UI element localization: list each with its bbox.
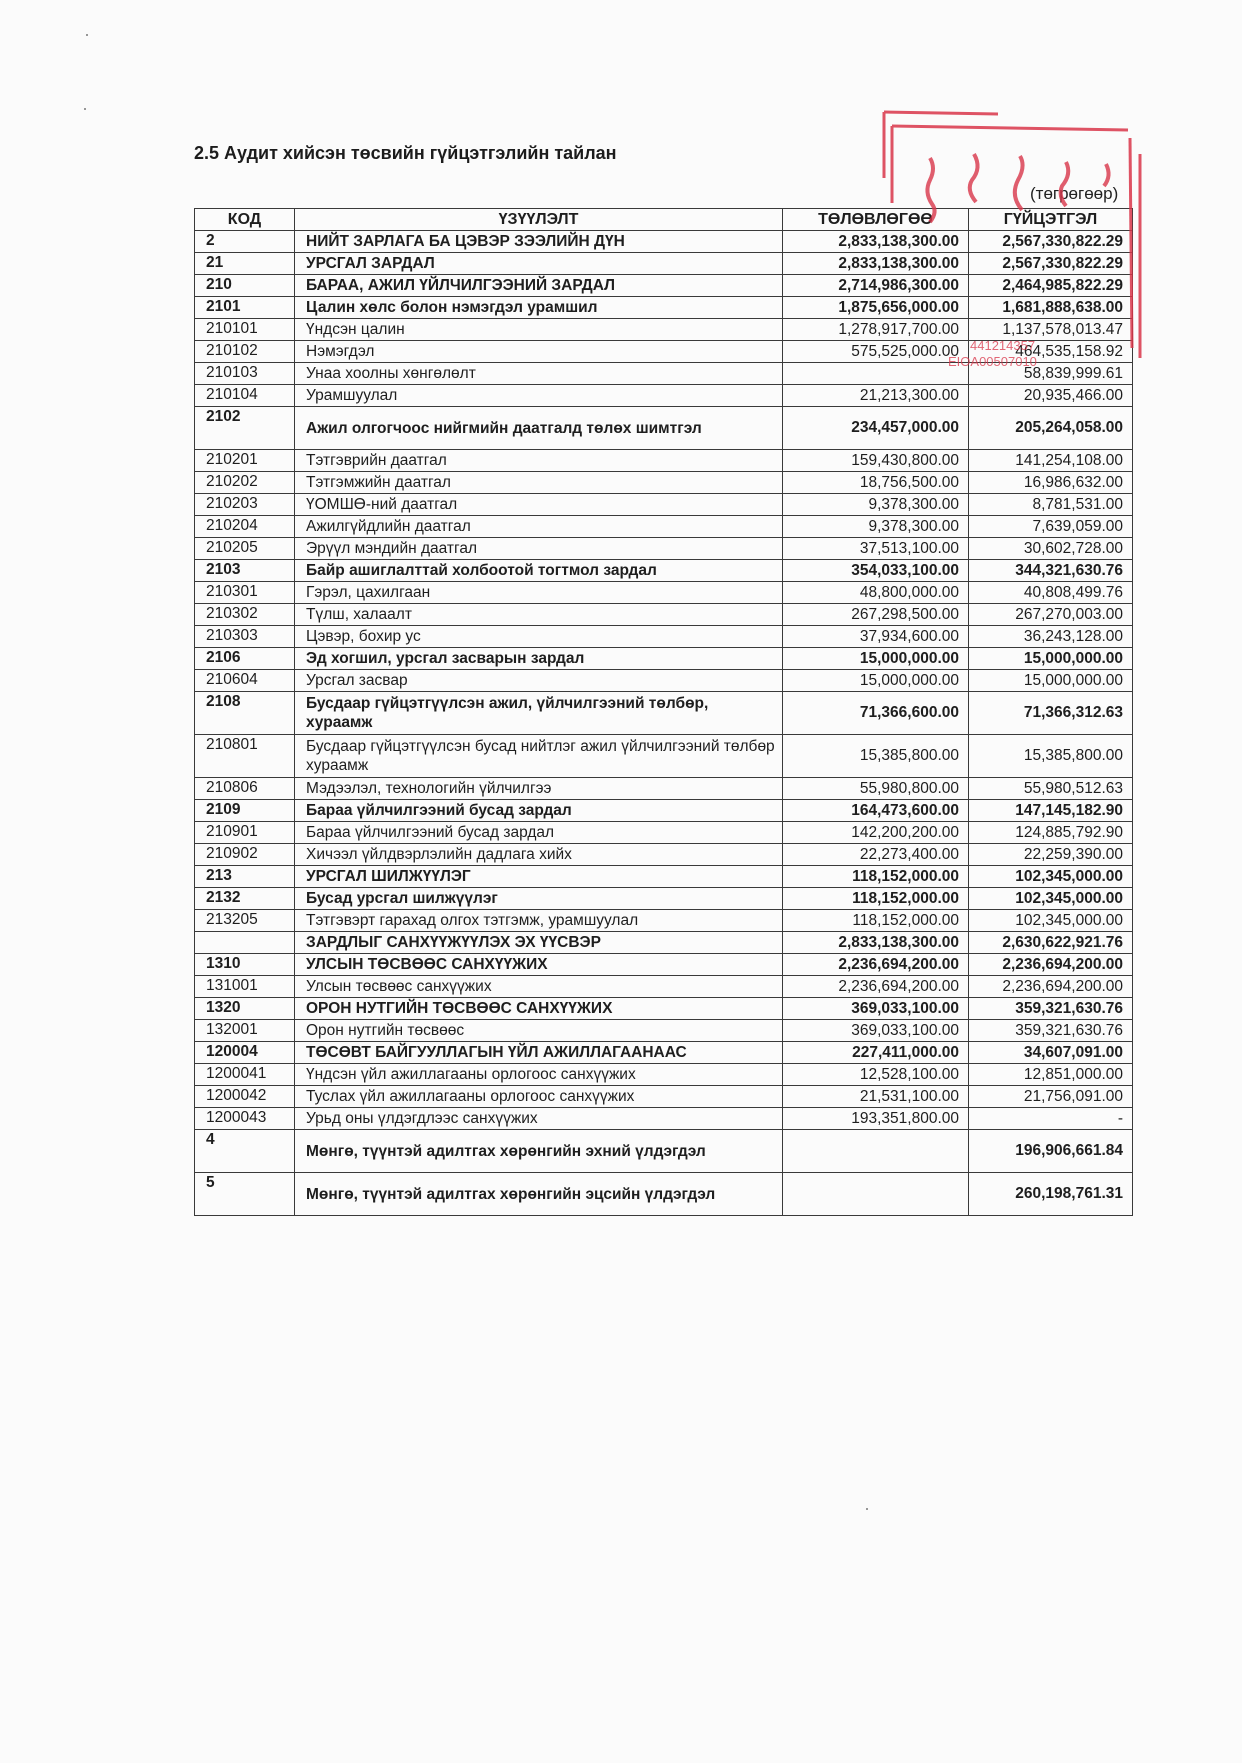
row-code: 2106 (195, 648, 295, 670)
row-plan-value (783, 1130, 969, 1173)
row-indicator: Тэтгэмжийн даатгал (295, 472, 783, 494)
row-actual-value: 15,000,000.00 (969, 648, 1133, 670)
row-plan-value: 575,525,000.00 (783, 341, 969, 363)
row-code: 210103 (195, 363, 295, 385)
table-row (195, 1064, 1133, 1086)
row-plan-value: 1,875,656,000.00 (783, 297, 969, 319)
table-row (195, 275, 1133, 297)
row-plan-value: 369,033,100.00 (783, 1020, 969, 1042)
row-code: 2108 (195, 692, 295, 735)
row-indicator: Ажил олгогчоос нийгмийн даатгалд төлөх шимтгэл (295, 407, 783, 450)
header-indicator: ҮЗҮҮЛЭЛТ (295, 209, 783, 231)
table-row (195, 888, 1133, 910)
row-code: 1320 (195, 998, 295, 1020)
table-row (195, 1020, 1133, 1042)
row-code: 210101 (195, 319, 295, 341)
row-actual-value: 1,681,888,638.00 (969, 297, 1133, 319)
row-actual-value: 359,321,630.76 (969, 1020, 1133, 1042)
row-plan-value: 48,800,000.00 (783, 582, 969, 604)
row-indicator: Ажилгүйдлийн даатгал (295, 516, 783, 538)
scan-speck (86, 34, 88, 36)
table-row (195, 538, 1133, 560)
row-actual-value: 8,781,531.00 (969, 494, 1133, 516)
row-actual-value: 124,885,792.90 (969, 822, 1133, 844)
table-row (195, 472, 1133, 494)
row-code: 210302 (195, 604, 295, 626)
row-indicator: ОРОН НУТГИЙН ТӨСВӨӨС САНХҮҮЖИХ (295, 998, 783, 1020)
row-plan-value: 164,473,600.00 (783, 800, 969, 822)
row-plan-value: 9,378,300.00 (783, 516, 969, 538)
row-actual-value: 21,756,091.00 (969, 1086, 1133, 1108)
row-actual-value: 55,980,512.63 (969, 778, 1133, 800)
header-code: КОД (195, 209, 295, 231)
row-plan-value: 9,378,300.00 (783, 494, 969, 516)
row-actual-value: 102,345,000.00 (969, 910, 1133, 932)
row-code: 210203 (195, 494, 295, 516)
row-plan-value (783, 1173, 969, 1216)
row-plan-value: 2,833,138,300.00 (783, 932, 969, 954)
table-row (195, 735, 1133, 778)
row-actual-value: 2,567,330,822.29 (969, 231, 1133, 253)
row-code: 213 (195, 866, 295, 888)
table-row (195, 778, 1133, 800)
row-indicator: ҮОМШӨ-ний даатгал (295, 494, 783, 516)
row-indicator: УЛСЫН ТӨСВӨӨС САНХҮҮЖИХ (295, 954, 783, 976)
row-actual-value: 1,137,578,013.47 (969, 319, 1133, 341)
table-row (195, 626, 1133, 648)
row-indicator: Үндсэн цалин (295, 319, 783, 341)
row-actual-value: 344,321,630.76 (969, 560, 1133, 582)
row-plan-value: 22,273,400.00 (783, 844, 969, 866)
row-plan-value: 142,200,200.00 (783, 822, 969, 844)
row-indicator: Цалин хөлс болон нэмэгдэл урамшил (295, 297, 783, 319)
row-actual-value: 15,385,800.00 (969, 735, 1133, 778)
row-code: 210604 (195, 670, 295, 692)
row-actual-value: 71,366,312.63 (969, 692, 1133, 735)
table-row (195, 516, 1133, 538)
row-actual-value: 2,464,985,822.29 (969, 275, 1133, 297)
row-actual-value: 205,264,058.00 (969, 407, 1133, 450)
row-actual-value: 2,630,622,921.76 (969, 932, 1133, 954)
row-actual-value: 2,567,330,822.29 (969, 253, 1133, 275)
table-row (195, 560, 1133, 582)
row-plan-value: 193,351,800.00 (783, 1108, 969, 1130)
row-code: 2102 (195, 407, 295, 450)
row-actual-value: 102,345,000.00 (969, 866, 1133, 888)
table-row (195, 341, 1133, 363)
table-row (195, 450, 1133, 472)
row-actual-value: 260,198,761.31 (969, 1173, 1133, 1216)
table-row (195, 800, 1133, 822)
row-indicator: Мөнгө, түүнтэй адилтгах хөрөнгийн эцсийн үлдэгдэл (295, 1173, 783, 1216)
row-indicator: Мөнгө, түүнтэй адилтгах хөрөнгийн эхний үлдэгдэл (295, 1130, 783, 1173)
row-code: 2132 (195, 888, 295, 910)
row-plan-value: 159,430,800.00 (783, 450, 969, 472)
row-plan-value: 15,385,800.00 (783, 735, 969, 778)
table-row (195, 297, 1133, 319)
table-row (195, 866, 1133, 888)
row-actual-value: 20,935,466.00 (969, 385, 1133, 407)
row-code: 210102 (195, 341, 295, 363)
row-indicator: Бараа үйлчилгээний бусад зардал (295, 800, 783, 822)
row-indicator: Үндсэн үйл ажиллагааны орлогоос санхүүжих (295, 1064, 783, 1086)
row-plan-value: 2,236,694,200.00 (783, 976, 969, 998)
row-plan-value: 55,980,800.00 (783, 778, 969, 800)
row-code: 210 (195, 275, 295, 297)
row-indicator: Байр ашиглалттай холбоотой тогтмол зардал (295, 560, 783, 582)
table-row (195, 1086, 1133, 1108)
row-code: 210801 (195, 735, 295, 778)
row-plan-value (783, 363, 969, 385)
row-code: 1310 (195, 954, 295, 976)
row-plan-value: 1,278,917,700.00 (783, 319, 969, 341)
row-plan-value: 2,236,694,200.00 (783, 954, 969, 976)
row-code: 21 (195, 253, 295, 275)
budget-execution-table (194, 208, 1133, 1216)
row-plan-value: 37,934,600.00 (783, 626, 969, 648)
row-code: 120004 (195, 1042, 295, 1064)
row-indicator: ТӨСӨВТ БАЙГУУЛЛАГЫН ҮЙЛ АЖИЛЛАГААНААС (295, 1042, 783, 1064)
document-title: 2.5 Аудит хийсэн төсвийн гүйцэтгэлийн тайлан (194, 143, 617, 163)
row-plan-value: 118,152,000.00 (783, 888, 969, 910)
table-row (195, 692, 1133, 735)
row-actual-value: 147,145,182.90 (969, 800, 1133, 822)
row-code (195, 932, 295, 954)
table-row (195, 910, 1133, 932)
row-actual-value: 36,243,128.00 (969, 626, 1133, 648)
table-row (195, 385, 1133, 407)
row-indicator: Унаа хоолны хөнгөлөлт (295, 363, 783, 385)
row-actual-value: 22,259,390.00 (969, 844, 1133, 866)
row-plan-value: 2,714,986,300.00 (783, 275, 969, 297)
row-code: 210806 (195, 778, 295, 800)
row-indicator: Гэрэл, цахилгаан (295, 582, 783, 604)
row-actual-value: 7,639,059.00 (969, 516, 1133, 538)
row-code: 5 (195, 1173, 295, 1216)
row-indicator: Цэвэр, бохир ус (295, 626, 783, 648)
row-code: 2103 (195, 560, 295, 582)
row-indicator: Мэдээлэл, технологийн үйлчилгээ (295, 778, 783, 800)
row-actual-value: 58,839,999.61 (969, 363, 1133, 385)
row-code: 4 (195, 1130, 295, 1173)
row-code: 210201 (195, 450, 295, 472)
row-plan-value: 267,298,500.00 (783, 604, 969, 626)
row-plan-value: 234,457,000.00 (783, 407, 969, 450)
row-plan-value: 15,000,000.00 (783, 648, 969, 670)
row-actual-value: 2,236,694,200.00 (969, 976, 1133, 998)
table-row (195, 648, 1133, 670)
table-row (195, 494, 1133, 516)
row-actual-value: - (969, 1108, 1133, 1130)
row-indicator: Орон нутгийн төсвөөс (295, 1020, 783, 1042)
row-plan-value: 369,033,100.00 (783, 998, 969, 1020)
row-indicator: Бараа үйлчилгээний бусад зардал (295, 822, 783, 844)
row-plan-value: 18,756,500.00 (783, 472, 969, 494)
row-code: 213205 (195, 910, 295, 932)
row-plan-value: 2,833,138,300.00 (783, 231, 969, 253)
table-row (195, 363, 1133, 385)
table-row (195, 231, 1133, 253)
table-row (195, 998, 1133, 1020)
row-plan-value: 21,531,100.00 (783, 1086, 969, 1108)
row-indicator: Эрүүл мэндийн даатгал (295, 538, 783, 560)
row-indicator: Бусад урсгал шилжүүлэг (295, 888, 783, 910)
row-code: 1200043 (195, 1108, 295, 1130)
table-row (195, 1173, 1133, 1216)
row-indicator: Урамшуулал (295, 385, 783, 407)
header-actual: ГҮЙЦЭТГЭЛ (969, 209, 1133, 231)
row-code: 210202 (195, 472, 295, 494)
table-row (195, 1130, 1133, 1173)
table-row (195, 844, 1133, 866)
row-actual-value: 359,321,630.76 (969, 998, 1133, 1020)
row-plan-value: 21,213,300.00 (783, 385, 969, 407)
row-code: 131001 (195, 976, 295, 998)
stamp-number-1: 441214357 (970, 338, 1036, 353)
row-code: 210301 (195, 582, 295, 604)
row-code: 210205 (195, 538, 295, 560)
row-code: 210902 (195, 844, 295, 866)
row-plan-value: 2,833,138,300.00 (783, 253, 969, 275)
table-row (195, 407, 1133, 450)
row-actual-value: 464,535,158.92 (969, 341, 1133, 363)
row-code: 210104 (195, 385, 295, 407)
row-indicator: Бусдаар гүйцэтгүүлсэн бусад нийтлэг ажил үйлчилгээний төлбөр хураамж (295, 735, 783, 778)
unit-note: (төгрөгөөр) (1030, 184, 1119, 203)
row-code: 2 (195, 231, 295, 253)
row-indicator: Улсын төсвөөс санхүүжих (295, 976, 783, 998)
scan-speck (84, 108, 86, 110)
row-indicator: УРСГАЛ ШИЛЖҮҮЛЭГ (295, 866, 783, 888)
row-actual-value: 12,851,000.00 (969, 1064, 1133, 1086)
row-indicator: Туслах үйл ажиллагааны орлогоос санхүүжих (295, 1086, 783, 1108)
table-row (195, 1108, 1133, 1130)
row-plan-value: 15,000,000.00 (783, 670, 969, 692)
row-plan-value: 12,528,100.00 (783, 1064, 969, 1086)
row-indicator: БАРАА, АЖИЛ ҮЙЛЧИЛГЭЭНИЙ ЗАРДАЛ (295, 275, 783, 297)
row-code: 132001 (195, 1020, 295, 1042)
table-row (195, 670, 1133, 692)
row-code: 210204 (195, 516, 295, 538)
row-indicator: Нэмэгдэл (295, 341, 783, 363)
row-actual-value: 40,808,499.76 (969, 582, 1133, 604)
row-code: 210901 (195, 822, 295, 844)
row-actual-value: 34,607,091.00 (969, 1042, 1133, 1064)
table-header-row (195, 209, 1133, 231)
table-row (195, 822, 1133, 844)
stamp-number-2: EIOA00507010 (948, 354, 1037, 369)
row-indicator: НИЙТ ЗАРЛАГА БА ЦЭВЭР ЗЭЭЛИЙН ДҮН (295, 231, 783, 253)
row-indicator: Түлш, халаалт (295, 604, 783, 626)
table-row (195, 253, 1133, 275)
row-indicator: Тэтгэврийн даатгал (295, 450, 783, 472)
row-code: 2109 (195, 800, 295, 822)
row-plan-value: 227,411,000.00 (783, 1042, 969, 1064)
row-code: 2101 (195, 297, 295, 319)
row-indicator: Урьд оны үлдэгдлээс санхүүжих (295, 1108, 783, 1130)
table-row (195, 582, 1133, 604)
row-indicator: УРСГАЛ ЗАРДАЛ (295, 253, 783, 275)
row-indicator: Тэтгэвэрт гарахад олгох тэтгэмж, урамшуулал (295, 910, 783, 932)
row-actual-value: 30,602,728.00 (969, 538, 1133, 560)
row-actual-value: 196,906,661.84 (969, 1130, 1133, 1173)
scan-speck (866, 1508, 868, 1510)
row-plan-value: 37,513,100.00 (783, 538, 969, 560)
row-indicator: Бусдаар гүйцэтгүүлсэн ажил, үйлчилгээний төлбөр, хураамж (295, 692, 783, 735)
table-row (195, 319, 1133, 341)
table-row (195, 976, 1133, 998)
row-code: 1200042 (195, 1086, 295, 1108)
row-actual-value: 16,986,632.00 (969, 472, 1133, 494)
row-actual-value: 141,254,108.00 (969, 450, 1133, 472)
table-body (195, 231, 1133, 1216)
table-row (195, 1042, 1133, 1064)
row-code: 210303 (195, 626, 295, 648)
row-indicator: ЗАРДЛЫГ САНХҮҮЖҮҮЛЭХ ЭХ ҮҮСВЭР (295, 932, 783, 954)
row-plan-value: 354,033,100.00 (783, 560, 969, 582)
header-plan: ТӨЛӨВЛӨГӨӨ (783, 209, 969, 231)
row-actual-value: 267,270,003.00 (969, 604, 1133, 626)
row-plan-value: 118,152,000.00 (783, 866, 969, 888)
table-row (195, 604, 1133, 626)
row-actual-value: 102,345,000.00 (969, 888, 1133, 910)
row-actual-value: 15,000,000.00 (969, 670, 1133, 692)
row-indicator: Эд хогшил, урсгал засварын зардал (295, 648, 783, 670)
row-indicator: Урсгал засвар (295, 670, 783, 692)
table-row (195, 932, 1133, 954)
row-code: 1200041 (195, 1064, 295, 1086)
row-indicator: Хичээл үйлдвэрлэлийн дадлага хийх (295, 844, 783, 866)
table-row (195, 954, 1133, 976)
row-plan-value: 118,152,000.00 (783, 910, 969, 932)
row-actual-value: 2,236,694,200.00 (969, 954, 1133, 976)
row-plan-value: 71,366,600.00 (783, 692, 969, 735)
